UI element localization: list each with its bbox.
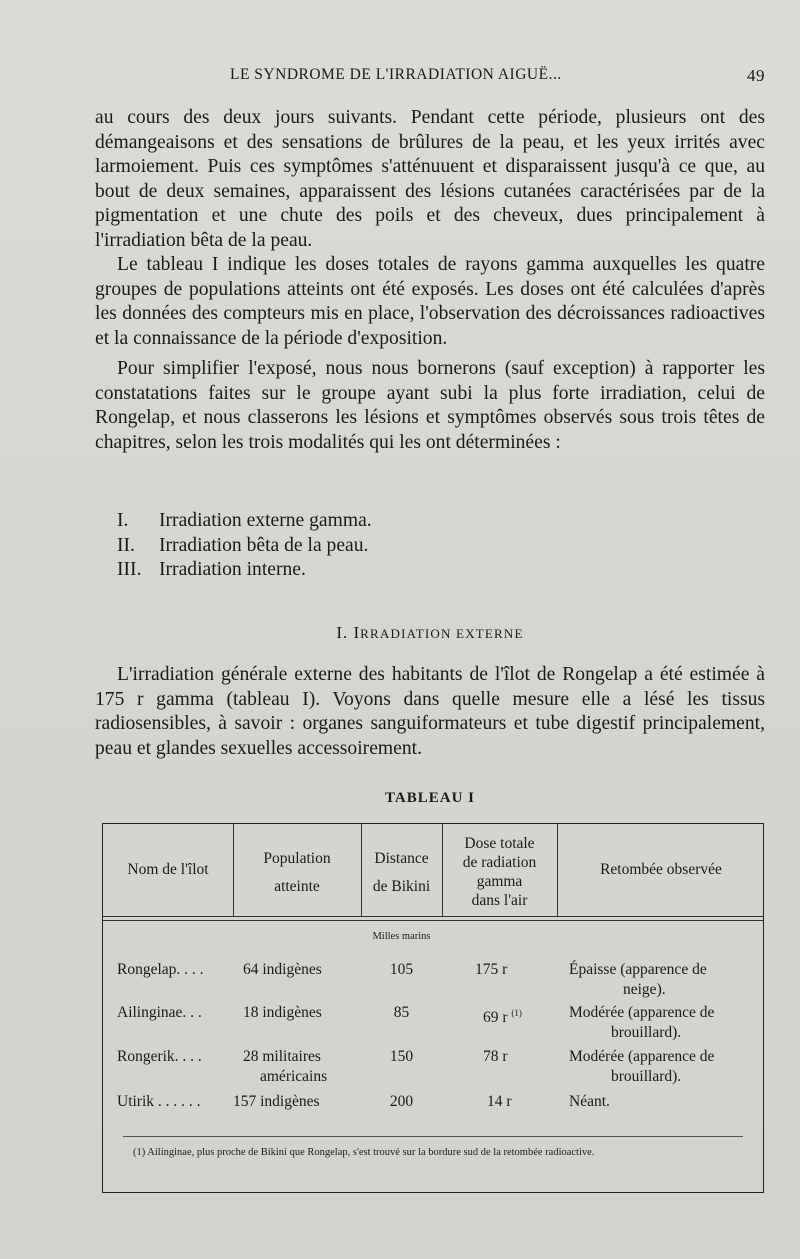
- modalities-list: [117, 509, 372, 583]
- table-cell: 175 r: [475, 961, 508, 978]
- section-heading: I. IRRADIATION EXTERNE: [336, 623, 524, 642]
- header-retombee: Retombée observée: [600, 861, 722, 878]
- main-text-bottom: [95, 663, 765, 761]
- table-row: Utirik . . . . . .: [117, 1093, 201, 1110]
- table-cell: 28 militaires: [243, 1048, 321, 1065]
- footnote-marker: (1): [511, 1008, 522, 1018]
- header-dose: Dose totale de radiation gamma dans l'air: [462, 835, 537, 909]
- table-cell: 64 indigènes: [243, 961, 322, 978]
- page-number: 49: [747, 66, 765, 85]
- table-row: Rongelap. . . .: [117, 961, 204, 978]
- table-cell: 85: [393, 1004, 410, 1021]
- table-cell: 18 indigènes: [243, 1004, 322, 1021]
- table-cell: 78 r: [483, 1048, 508, 1065]
- table-row: Ailinginae. . .: [117, 1004, 202, 1021]
- table-cell: 200: [389, 1093, 414, 1110]
- table-cell: Modérée (apparence de: [569, 1004, 715, 1021]
- paragraph-1: au cours des deux jours suivants. Pendant cette période, plusieurs ont des démangeaisons et des sensations de brûlures de la peau, et les yeux irrités avec larmoiement. Puis ces symptômes s'atténuuent et disparaissent jusqu'à ce que, au bout de deux semaines, apparaissent des lésions cutanées caractérisées par de la pigmentation et une chute des poils et des cheveux, dues principalement à l'irradiation bêta de la peau.: [95, 107, 765, 251]
- table-footnote: (1) Ailinginae, plus proche de Bikini que Rongelap, s'est trouvé sur la bordure sud de la retombée radioactive.: [133, 1147, 595, 1158]
- table-row: Rongerik. . . .: [117, 1048, 202, 1065]
- dose-table: [102, 823, 764, 1193]
- table-cell: 157 indigènes: [233, 1093, 320, 1110]
- header-ilot: Nom de l'îlot: [127, 861, 209, 878]
- list-item: II. Irradiation bêta de la peau.: [117, 534, 369, 556]
- unit-label: Milles marins: [372, 931, 431, 942]
- table-cell: Modérée (apparence de: [569, 1048, 715, 1065]
- table-cell: 14 r: [487, 1093, 512, 1110]
- header-distance: Distance de Bikini: [372, 850, 431, 895]
- main-text-top: [95, 106, 765, 455]
- table-cell: brouillard).: [611, 1068, 682, 1085]
- paragraph-3: Pour simplifier l'exposé, nous nous bornerons (sauf exception) à rapporter les constatations faites sur le groupe ayant subi la plus forte irradiation, celui de Rongelap, et nous classerons les lésions et symptômes observés sous trois têtes de chapitres, selon les trois modalités qui les ont déterminées :: [95, 358, 765, 453]
- table-cell: Néant.: [569, 1093, 610, 1110]
- header-population: Population atteinte: [263, 850, 331, 895]
- table-cell: Épaisse (apparence de: [569, 961, 707, 978]
- table-cell: neige).: [623, 981, 666, 998]
- table-title: TABLEAU I: [385, 790, 475, 806]
- table-cell: américains: [260, 1068, 328, 1085]
- table-cell: 69 r $^{(1)}$: [483, 1008, 522, 1027]
- running-header: [95, 66, 765, 90]
- table-cell: 150: [389, 1048, 414, 1065]
- running-title: LE SYNDROME DE L'IRRADIATION AIGUË...: [230, 66, 562, 83]
- list-item: I. Irradiation externe gamma.: [117, 510, 372, 531]
- table-cell: 105: [389, 961, 414, 978]
- list-item: III. Irradiation interne.: [117, 559, 306, 580]
- paragraph-4: L'irradiation générale externe des habitants de l'îlot de Rongelap a été estimée à 175 r gamma (tableau I). Voyons dans quelle mesure elle a lésé les tissus radiosensibles, à savoir : organes sanguiformateurs et tube digestif principalement, peau et glandes sexuelles accessoirement.: [95, 664, 765, 759]
- paragraph-2: Le tableau I indique les doses totales de rayons gamma auxquelles les quatre groupes de populations atteints ont été exposés. Les doses ont été calculées d'après les données des compteurs mis en place, l'observation des décroissances radioactives et la connaissance de la période d'exposition.: [95, 254, 765, 349]
- table-cell: brouillard).: [611, 1024, 682, 1041]
